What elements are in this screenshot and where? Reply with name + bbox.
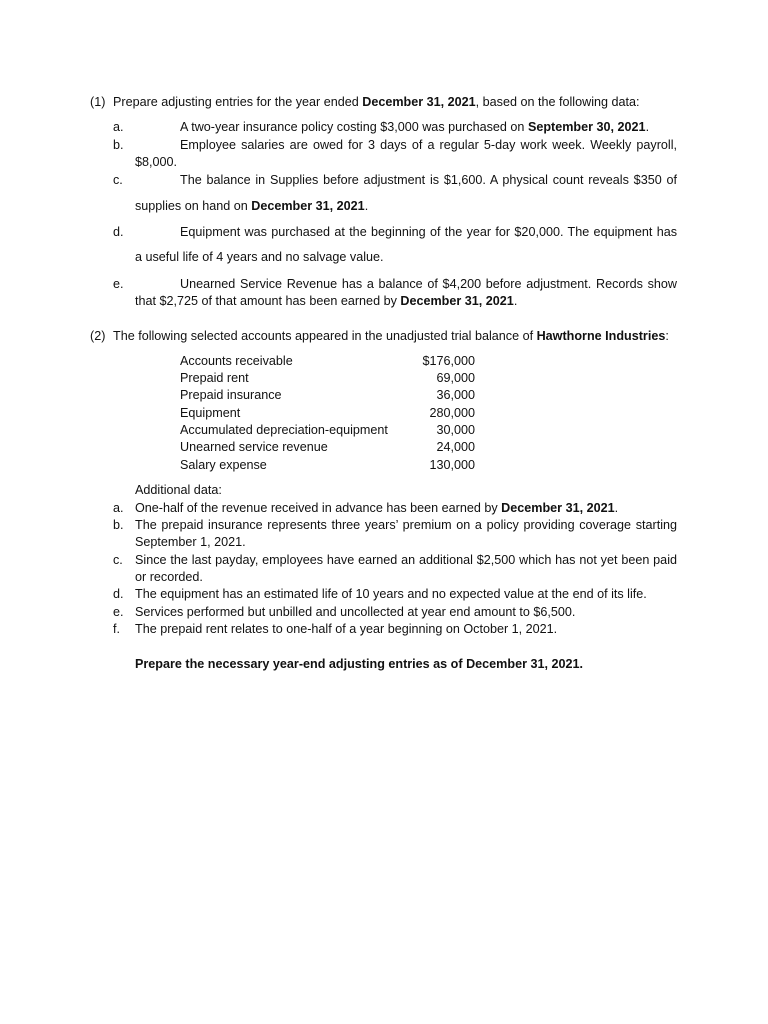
account-amount: 69,000	[436, 371, 475, 385]
q2-instruction: Prepare the necessary year-end adjusting entries as of December 31, 2021.	[135, 657, 583, 671]
account-name: Prepaid rent	[180, 371, 249, 385]
q1-item-a-label: a.	[113, 120, 124, 134]
account-amount: 30,000	[436, 423, 475, 437]
q1-item-c-label: c.	[113, 173, 123, 187]
q1-item-b-label: b.	[113, 138, 124, 152]
q1-item-e-label: e.	[113, 277, 124, 291]
additional-data-heading: Additional data:	[135, 483, 222, 497]
q2-additional-c-line1: Since the last payday, employees have earned an additional $2,500 which has not yet been paid	[135, 553, 677, 567]
q2-additional-d-text: The equipment has an estimated life of 10 years and no expected value at the end of its life.	[135, 587, 647, 601]
q1-item-c-line1: The balance in Supplies before adjustment is $1,600. A physical count reveals $350 of	[180, 173, 677, 187]
q2-additional-b-line1: The prepaid insurance represents three years’ premium on a policy providing coverage starting	[135, 518, 677, 532]
q2-additional-c-line2: or recorded.	[135, 570, 203, 584]
account-amount: 130,000	[429, 458, 475, 472]
q2-additional-b-label: b.	[113, 518, 124, 532]
account-name: Accumulated depreciation-equipment	[180, 423, 388, 437]
q2-additional-e-label: e.	[113, 605, 124, 619]
account-name: Salary expense	[180, 458, 267, 472]
account-amount: 280,000	[429, 406, 475, 420]
q1-item-c-line2: supplies on hand on December 31, 2021.	[135, 199, 369, 213]
account-name: Accounts receivable	[180, 354, 293, 368]
q1-item-a-text: A two-year insurance policy costing $3,000 was purchased on September 30, 2021.	[180, 120, 650, 134]
q2-additional-f-label: f.	[113, 622, 120, 636]
question-2-intro: The following selected accounts appeared in the unadjusted trial balance of Hawthorne Industries:	[113, 329, 669, 343]
q2-additional-f-text: The prepaid rent relates to one-half of a year beginning on October 1, 2021.	[135, 622, 558, 636]
account-name: Prepaid insurance	[180, 388, 282, 402]
q2-additional-c-label: c.	[113, 553, 123, 567]
q2-additional-a-text: One-half of the revenue received in advance has been earned by December 31, 2021.	[135, 501, 619, 515]
q1-item-d-line1: Equipment was purchased at the beginning of the year for $20,000. The equipment has	[180, 225, 677, 239]
account-amount: 36,000	[436, 388, 475, 402]
account-name: Equipment	[180, 406, 241, 420]
q2-additional-b-line2: September 1, 2021.	[135, 535, 246, 549]
q1-item-d-line2: a useful life of 4 years and no salvage value.	[135, 250, 384, 264]
account-amount: $176,000	[422, 354, 475, 368]
question-1-intro: Prepare adjusting entries for the year ended December 31, 2021, based on the following data:	[113, 95, 640, 109]
account-amount: 24,000	[436, 440, 475, 454]
account-name: Unearned service revenue	[180, 440, 328, 454]
q1-item-b-line1: Employee salaries are owed for 3 days of a regular 5-day work week. Weekly payroll,	[180, 138, 677, 152]
q2-additional-e-text: Services performed but unbilled and uncollected at year end amount to $6,500.	[135, 605, 576, 619]
q1-item-b-line2: $8,000.	[135, 155, 178, 169]
q1-item-e-line2: that $2,725 of that amount has been earned by December 31, 2021.	[135, 294, 518, 308]
question-1-number: (1)	[90, 95, 106, 109]
q1-item-d-label: d.	[113, 225, 124, 239]
q1-item-e-line1: Unearned Service Revenue has a balance of $4,200 before adjustment. Records show	[180, 277, 677, 291]
q2-additional-a-label: a.	[113, 501, 124, 515]
question-2-number: (2)	[90, 329, 106, 343]
q2-additional-d-label: d.	[113, 587, 124, 601]
